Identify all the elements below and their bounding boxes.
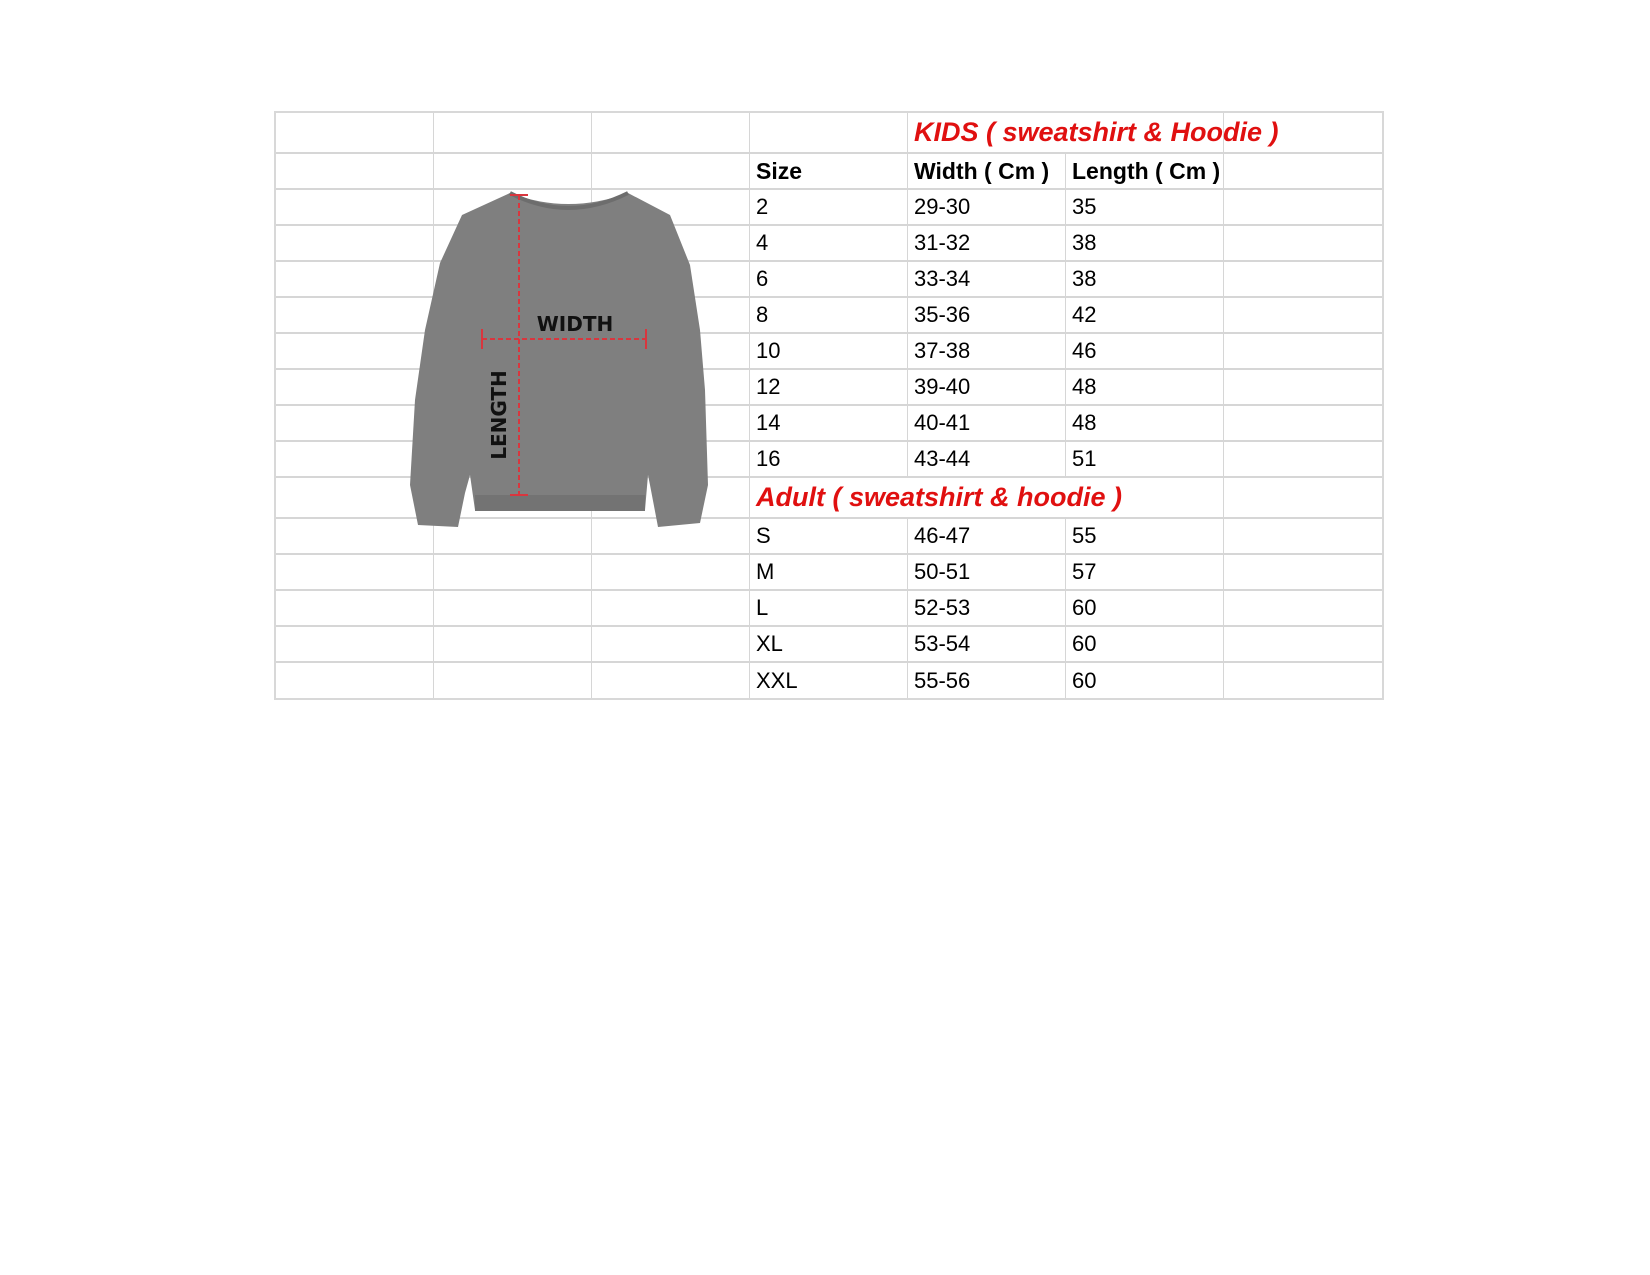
sweatshirt-waistband [475,495,645,511]
empty-cell [276,663,434,698]
adult-width-cell: 52-53 [908,591,1066,627]
empty-cell [592,555,750,591]
empty-cell [592,113,750,154]
empty-cell [1224,519,1382,555]
header-width: Width ( Cm ) [908,154,1066,190]
kids-width-cell: 39-40 [908,370,1066,406]
empty-cell [434,627,592,663]
empty-cell [276,113,434,154]
empty-cell [1224,334,1382,370]
adult-length-cell: 60 [1066,663,1224,698]
empty-cell [750,113,908,154]
empty-cell [434,113,592,154]
empty-cell [1224,627,1382,663]
kids-length-cell: 48 [1066,370,1224,406]
empty-cell [434,555,592,591]
kids-size-cell: 12 [750,370,908,406]
adult-section-title: Adult ( sweatshirt & hoodie ) [750,478,1224,519]
sweatshirt-body-shape [410,193,708,527]
empty-cell [1224,370,1382,406]
empty-cell [1224,298,1382,334]
kids-size-cell: 2 [750,190,908,226]
empty-cell [592,627,750,663]
empty-cell [1224,442,1382,478]
kids-length-cell: 48 [1066,406,1224,442]
kids-size-cell: 8 [750,298,908,334]
sweatshirt-measure-diagram [400,185,735,540]
width-label: WIDTH [536,312,614,336]
kids-size-cell: 10 [750,334,908,370]
empty-cell [1224,226,1382,262]
header-length: Length ( Cm ) [1066,154,1224,190]
kids-width-cell: 31-32 [908,226,1066,262]
adult-width-cell: 50-51 [908,555,1066,591]
empty-cell [1224,478,1382,519]
kids-size-cell: 14 [750,406,908,442]
adult-size-cell: L [750,591,908,627]
adult-size-cell: XXL [750,663,908,698]
adult-length-cell: 55 [1066,519,1224,555]
adult-size-cell: S [750,519,908,555]
kids-length-cell: 35 [1066,190,1224,226]
adult-width-cell: 53-54 [908,627,1066,663]
kids-size-cell: 4 [750,226,908,262]
adult-length-cell: 60 [1066,591,1224,627]
empty-cell [1224,113,1382,154]
adult-size-cell: M [750,555,908,591]
empty-cell [434,591,592,627]
adult-size-cell: XL [750,627,908,663]
empty-cell [276,591,434,627]
kids-width-cell: 35-36 [908,298,1066,334]
kids-width-cell: 37-38 [908,334,1066,370]
kids-length-cell: 51 [1066,442,1224,478]
empty-cell [1224,262,1382,298]
kids-length-cell: 46 [1066,334,1224,370]
header-size: Size [750,154,908,190]
kids-width-cell: 29-30 [908,190,1066,226]
kids-section-title: KIDS ( sweatshirt & Hoodie ) [908,113,1224,154]
empty-cell [592,663,750,698]
empty-cell [276,627,434,663]
kids-size-cell: 16 [750,442,908,478]
empty-cell [1224,406,1382,442]
adult-width-cell: 46-47 [908,519,1066,555]
kids-length-cell: 38 [1066,226,1224,262]
kids-length-cell: 38 [1066,262,1224,298]
kids-size-cell: 6 [750,262,908,298]
empty-cell [1224,190,1382,226]
kids-width-cell: 40-41 [908,406,1066,442]
adult-width-cell: 55-56 [908,663,1066,698]
empty-cell [434,663,592,698]
kids-length-cell: 42 [1066,298,1224,334]
kids-width-cell: 33-34 [908,262,1066,298]
empty-cell [1224,555,1382,591]
empty-cell [1224,154,1382,190]
adult-length-cell: 60 [1066,627,1224,663]
empty-cell [592,591,750,627]
kids-width-cell: 43-44 [908,442,1066,478]
empty-cell [276,555,434,591]
adult-length-cell: 57 [1066,555,1224,591]
empty-cell [1224,591,1382,627]
empty-cell [1224,663,1382,698]
length-label: LENGTH [487,370,511,460]
